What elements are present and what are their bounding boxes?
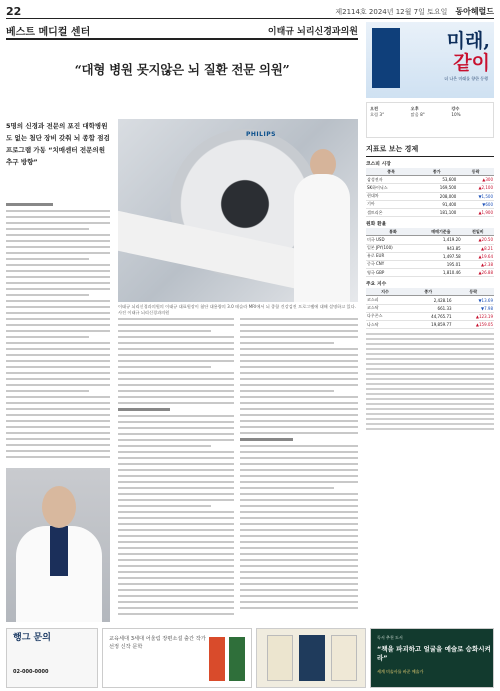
banner-line2: 같이 xyxy=(453,52,490,74)
book-cover-image xyxy=(331,635,357,681)
mri-photo xyxy=(118,119,358,302)
weather-box xyxy=(366,102,494,138)
sidebar xyxy=(366,22,494,622)
article-body-col2 xyxy=(118,318,234,622)
ad1-phone: 02-000-0000 xyxy=(13,669,49,675)
portrait-shirt xyxy=(50,526,68,576)
ad-strip xyxy=(6,628,494,688)
fx-table: 통화 매매기준율 전일비 미국 USD 1,419.20 ▲20.50 일본 JPY(100) 943.85 ▲8.21 유로 EUR 1,497.58 ▲19.64 중국 CNY 195.01 ▲2.38 영국 GBP 1,810.46 ▲26.88 xyxy=(367,228,493,276)
sidebar-column-text xyxy=(366,333,494,430)
article-body-left xyxy=(6,200,110,462)
econ-section-title: 지표로 보는 경제 xyxy=(366,144,494,157)
table-row: 영국 GBP 1,810.46 ▲26.88 xyxy=(367,269,493,276)
table-row: SK하이닉스 169,500 ▲2,100 xyxy=(367,184,493,191)
fx-table-title: 원화 환율 xyxy=(366,222,387,228)
kospi-table-title: 코스피 시장 xyxy=(366,162,391,167)
table-row: 다우존스 44,765.71 ▲123.19 xyxy=(367,313,493,319)
table-row: 삼성전자 53,600 ▲300 xyxy=(367,176,493,183)
portrait-photo xyxy=(6,468,110,622)
index-table-title: 주요 지수 xyxy=(366,282,387,288)
table-row: 미국 USD 1,419.20 ▲20.50 xyxy=(367,236,493,243)
weather-item: 강수 10% xyxy=(451,106,461,117)
article-body-col3 xyxy=(240,318,358,622)
issue-info: 제2114호 2024년 12월 7일 토요일 xyxy=(335,7,448,16)
subhead-marker xyxy=(6,203,53,206)
weather-item: 오전 흐림 3° xyxy=(370,106,385,117)
section-author: 이태규 뇌리신경과의원 xyxy=(267,26,358,37)
portrait-face xyxy=(42,486,76,528)
doctor-figure xyxy=(294,174,350,302)
book-cover-image xyxy=(299,635,325,681)
ad-contact[interactable] xyxy=(6,628,98,688)
machine-brand-mark: PHILIPS xyxy=(246,131,276,138)
table-row: 코스피 2,428.16 ▼13.69 xyxy=(367,297,493,303)
ad-book-novel[interactable] xyxy=(102,628,252,688)
page-header xyxy=(6,5,494,19)
table-row: 일본 JPY(100) 943.85 ▲8.21 xyxy=(367,245,493,251)
index-table: 지수 종가 등락 코스피 2,428.16 ▼13.69 코스닥 661.33 ▼7.98 다우존스 44,765.71 ▲123.19 나스닥 19,859.77 ▲159.05 xyxy=(367,288,493,328)
table-row: 셀트리온 181,100 ▲1,900 xyxy=(367,209,493,216)
ad2-text: 교육세대 3세대 어울림 장편소설 출간 작가 선정 신작 문학 xyxy=(109,636,206,650)
table-row: 유로 EUR 1,497.58 ▲19.64 xyxy=(367,253,493,259)
promo-banner[interactable] xyxy=(366,22,494,98)
table-row: 나스닥 19,859.77 ▲159.05 xyxy=(367,321,493,328)
book-cover-image xyxy=(267,635,293,681)
table-row: 중국 CNY 195.01 ▲2.38 xyxy=(367,261,493,267)
page-number: 22 xyxy=(6,5,22,18)
table-row: 기아 91,400 ▼600 xyxy=(367,201,493,207)
banner-subtitle: 더 나은 미래를 향한 동행 xyxy=(444,76,488,81)
article-headline: “대형 병원 못지않은 뇌 질환 전문 의원” xyxy=(74,62,290,77)
section-name: 베스트 메디컬 센터 xyxy=(6,26,91,38)
banner-block xyxy=(372,28,400,88)
kospi-table: 종목 종가 등락 삼성전자 53,600 ▲300 SK하이닉스 169,500 ▲2,100 현대차 208,000 ▼1,500 기아 91,400 ▼600 셀트리온 181,100 ▲1,900 xyxy=(367,168,493,216)
ad-art-book[interactable] xyxy=(370,628,494,688)
banner-line1: 미래, xyxy=(446,30,490,52)
photo-caption: 이태규 뇌리신경과의원의 이태규 대표원장이 첨단 대용량의 3.0 테슬라 MRI에서 뇌 종합 건강검진 프로그램에 대해 설명하고 있다. 사진 이태규 뇌리신경과의원 xyxy=(118,304,356,315)
weather-item: 오후 맑음 8° xyxy=(410,106,425,117)
ad4-bottom: 세계 미술사를 바꾼 예술가 xyxy=(377,669,424,674)
article-deck: 5명의 신경과 전문의 포진 대학병원도 없는 첨단 장비 갖춰 뇌 종합 점검 프로그램 가동 “치매센터 전문의원 추구 방향” xyxy=(6,122,110,166)
ad-book-series[interactable] xyxy=(256,628,366,688)
ad1-title: 행그 문의 xyxy=(13,633,51,643)
ad4-small: 독서 추천 도서 xyxy=(377,635,403,640)
banner-title xyxy=(447,30,490,74)
newspaper-brand: 동아헤럴드 xyxy=(455,6,494,16)
table-row: 코스닥 661.33 ▼7.98 xyxy=(367,305,493,311)
section-bar xyxy=(6,22,358,40)
ad4-title: “책을 파괴하고 얼굴을 예술로 승화시켜라” xyxy=(377,645,491,662)
book-cover-image xyxy=(209,637,245,681)
table-row: 현대차 208,000 ▼1,500 xyxy=(367,193,493,199)
